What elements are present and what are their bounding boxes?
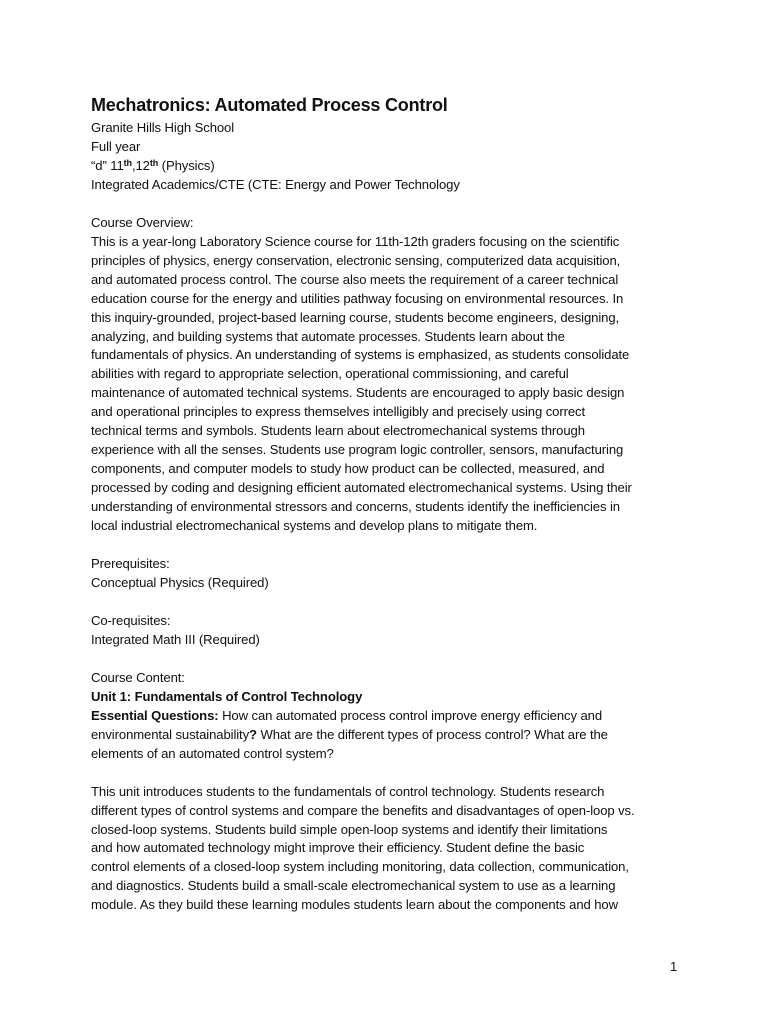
unit-title: Unit 1: Fundamentals of Control Technology	[91, 688, 363, 704]
overview-line: technical terms and symbols. Students learn about electromechanical systems through	[91, 423, 585, 439]
overview-paragraph	[91, 233, 691, 536]
course-duration: Full year	[91, 138, 141, 154]
unit-line: module. As they build these learning modules students learn about the components and how	[91, 897, 618, 913]
course-title: Mechatronics: Automated Process Control	[91, 95, 448, 115]
overview-line: and operational principles to express themselves intelligibly and precisely using correct	[91, 404, 586, 420]
overview-line: fundamentals of physics. An understanding of systems is emphasized, as students consolidate	[91, 347, 630, 363]
unit-description	[91, 783, 691, 916]
overview-line: education course for the energy and utilities pathway focusing on environmental resources. In	[91, 290, 624, 306]
unit-line: This unit introduces students to the fundamentals of control technology. Students research	[91, 783, 605, 799]
school-name: Granite Hills High School	[91, 120, 235, 135]
overview-heading: Course Overview:	[91, 214, 194, 230]
overview-line: experience with all the senses. Students use program logic controller, sensors, manufacturing	[91, 442, 624, 458]
overview-line: abilities with regard to appropriate selection, operational commissioning, and careful	[91, 366, 569, 382]
essential-questions-line: elements of an automated control system?	[91, 745, 334, 761]
unit-line: closed-loop systems. Students build simple open-loop systems and identify their limitations	[91, 821, 608, 837]
corequisites-heading: Co-requisites:	[91, 612, 171, 628]
page-number: 1	[670, 959, 678, 974]
overview-line: understanding of environmental stressors and concerns, students identify the inefficiencies in	[91, 499, 620, 515]
course-content-heading: Course Content:	[91, 669, 185, 685]
essential-questions-line: environmental sustainability? What are the different types of process control? What are the	[91, 726, 608, 742]
overview-line: local industrial electromechanical systems and develop plans to mitigate them.	[91, 518, 538, 534]
overview-line: this inquiry-grounded, project-based learning course, students become engineers, designing,	[91, 309, 620, 325]
unit-line: control elements of a closed-loop system including monitoring, data collection, communication,	[91, 859, 629, 875]
overview-line: analyzing, and building systems that automate processes. Students learn about the	[91, 328, 565, 344]
overview-line: This is a year-long Laboratory Science course for 11th-12th graders focusing on the scientific	[91, 233, 620, 249]
course-category: Integrated Academics/CTE (CTE: Energy and Power Technology	[91, 176, 460, 192]
corequisites-value: Integrated Math III (Required)	[91, 631, 260, 647]
unit-line: and how automated technology might improve their efficiency. Student define the basic	[91, 840, 585, 856]
prerequisites-value: Conceptual Physics (Required)	[91, 574, 269, 590]
grade-levels: “d” 11th,12th (Physics)	[91, 157, 215, 173]
essential-questions-label: Essential Questions:	[91, 707, 219, 723]
unit-line: and diagnostics. Students build a small-scale electromechanical system to use as a learning	[91, 878, 616, 894]
overview-line: processed by coding and designing efficient automated electromechanical systems. Using their	[91, 480, 632, 496]
overview-line: and automated process control. The course also meets the requirement of a career technical	[91, 271, 619, 287]
document-body	[91, 93, 691, 915]
overview-line: components, and computer models to study how product can be collected, measured, and	[91, 461, 605, 477]
overview-line: maintenance of automated technical systems. Students are encouraged to apply basic design	[91, 385, 625, 401]
overview-line: principles of physics, energy conservation, electronic sensing, computerized data acquisition,	[91, 252, 621, 268]
prerequisites-heading: Prerequisites:	[91, 556, 170, 572]
unit-line: different types of control systems and compare the benefits and disadvantages of open-loop vs.	[91, 802, 635, 818]
essential-questions: Essential Questions: How can automated process control improve energy efficiency and	[91, 707, 602, 723]
